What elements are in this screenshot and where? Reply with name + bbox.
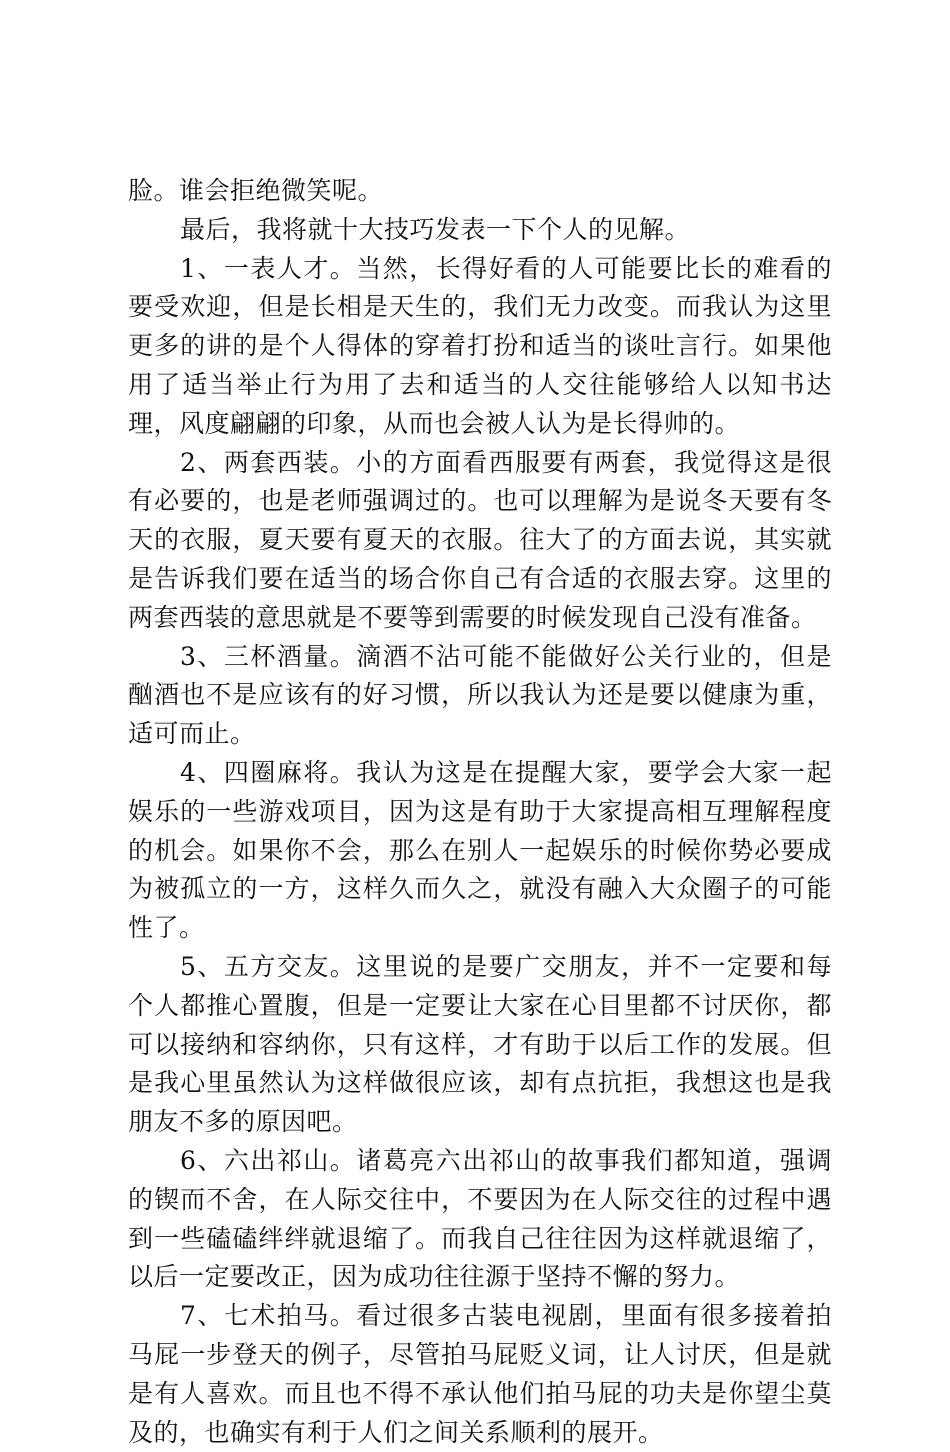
paragraph-tip-4: 4、四圈麻将。我认为这是在提醒大家，要学会大家一起娱乐的一些游戏项目，因为这是有助于大家提高相互理解程度的机会。如果你不会，那么在别人一起娱乐的时候你势必要成为被孤立的一方，这样久而久之，就没有融入大众圈子的可能性了。 <box>128 757 832 943</box>
paragraph-tip-5: 5、五方交友。这里说的是要广交朋友，并不一定要和每个人都推心置腹，但是一定要让大家在心目里都不讨厌你，都可以接纳和容纳你，只有这样，才有助于以后工作的发展。但是我心里虽然认为这样做很应该，却有点抗拒，我想这也是我朋友不多的原因吧。 <box>128 951 832 1137</box>
paragraph-tip-2: 2、两套西装。小的方面看西服要有两套，我觉得这是很有必要的，也是老师强调过的。也可以理解为是说冬天要有冬天的衣服，夏天要有夏天的衣服。往大了的方面去说，其实就是告诉我们要在适当的场合你自己有合适的衣服去穿。这里的两套西装的意思就是不要等到需要的时候发现自己没有准备。 <box>128 447 832 632</box>
paragraph-tip-3: 3、三杯酒量。滴酒不沾可能不能做好公关行业的，但是酗酒也不是应该有的好习惯，所以我认为还是要以健康为重，适可而止。 <box>128 641 832 749</box>
document-body <box>128 172 832 1452</box>
paragraph-tip-6: 6、六出祁山。诸葛亮六出祁山的故事我们都知道，强调的锲而不舍，在人际交往中，不要因为在人际交往的过程中遇到一些磕磕绊绊就退缩了。而我自己往往因为这样就退缩了，以后一定要改正，因为成功往往源于坚持不懈的努力。 <box>128 1145 832 1292</box>
paragraph-continuation: 脸。谁会拒绝微笑呢。 <box>128 176 384 205</box>
paragraph-intro: 最后，我将就十大技巧发表一下个人的见解。 <box>180 214 691 244</box>
paragraph-tip-7: 7、七术拍马。看过很多古装电视剧，里面有很多接着拍马屁一步登天的例子，尽管拍马屁贬义词，让人讨厌，但是就是有人喜欢。而且也不得不承认他们拍马屁的功夫是你望尘莫及的，也确实有利于人们之间关系顺利的展开。 <box>128 1301 832 1447</box>
paragraph-tip-1: 1、一表人才。当然，长得好看的人可能要比长的难看的要受欢迎，但是长相是天生的，我们无力改变。而我认为这里更多的讲的是个人得体的穿着打扮和适当的谈吐言行。如果他用了适当举止行为用了去和适当的人交往能够给人以知书达理，风度翩翩的印象，从而也会被人认为是长得帅的。 <box>128 253 832 438</box>
